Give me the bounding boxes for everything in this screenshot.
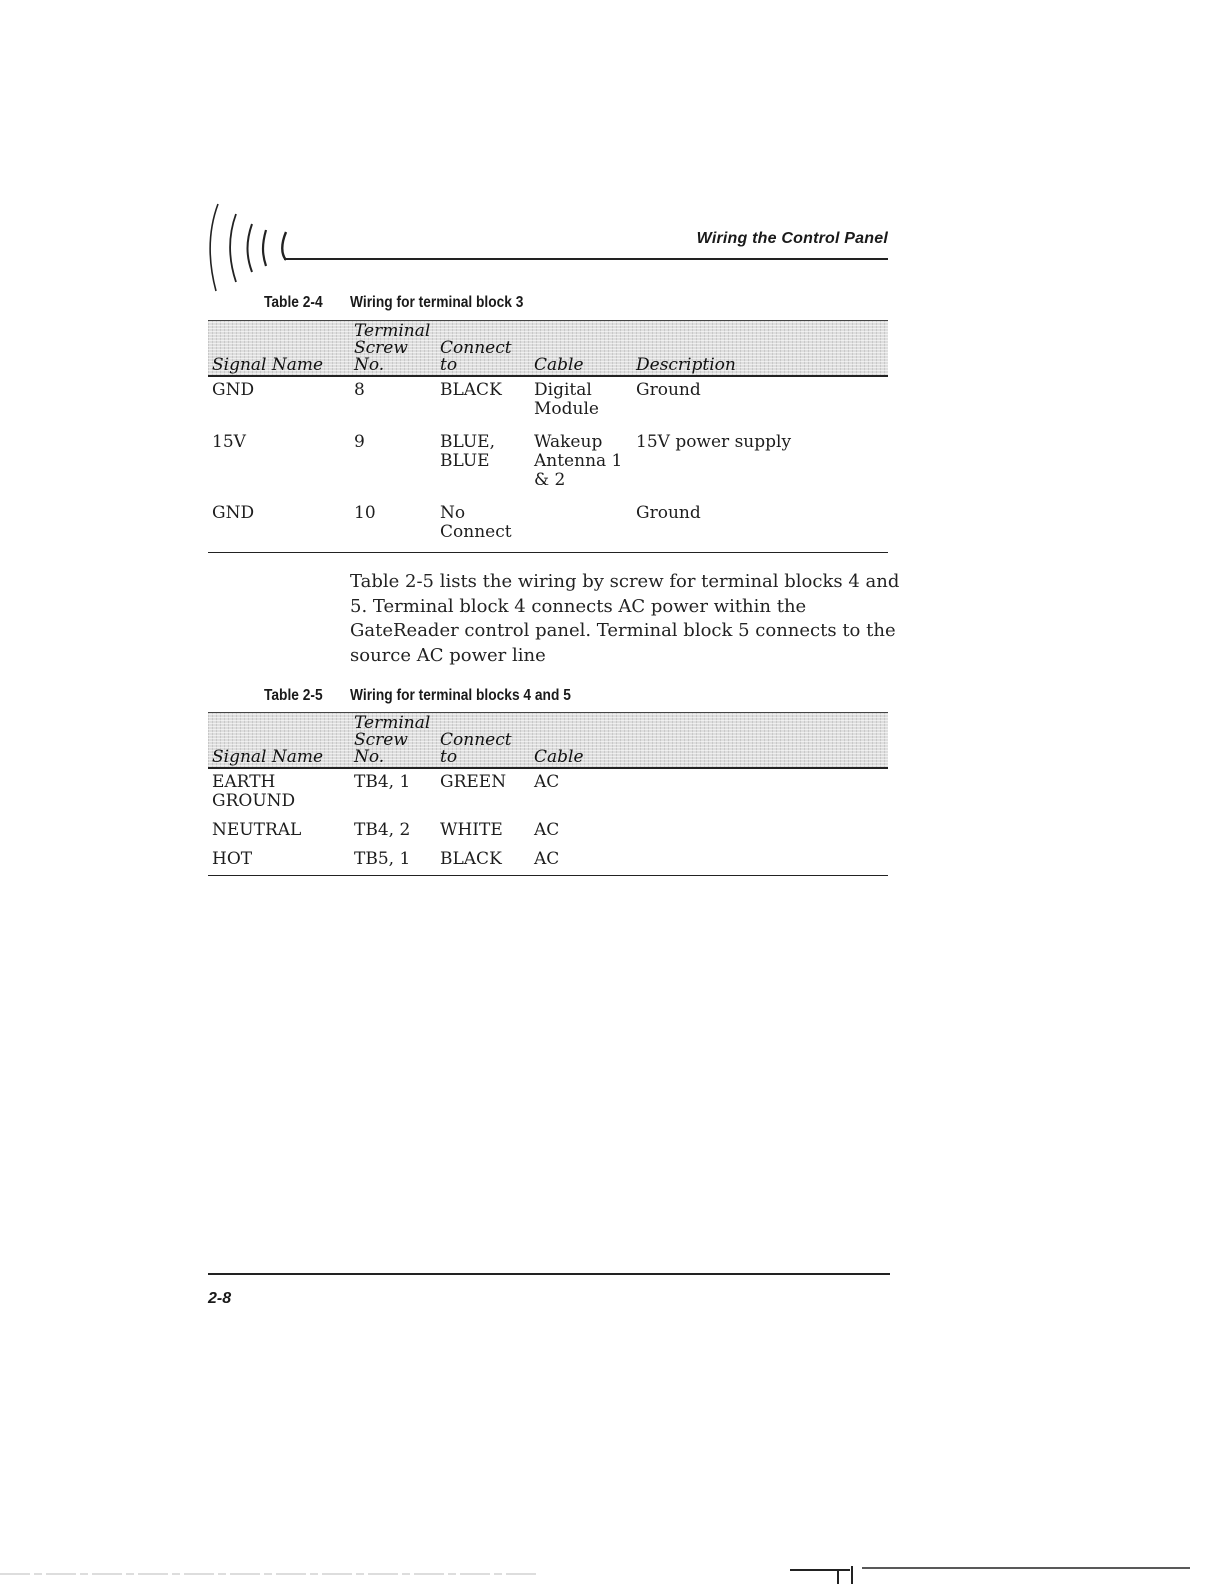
column-header: Signal Name (208, 713, 350, 769)
table-cell: Ground (632, 500, 888, 553)
table-cell: HOT (208, 846, 350, 876)
table-cell: Digital Module (534, 380, 599, 419)
table-cell: NEUTRAL (212, 820, 302, 840)
table-cell: AC (530, 846, 632, 876)
table-cell: AC (534, 820, 560, 840)
body-paragraph: Table 2-5 lists the wiring by screw for terminal blocks 4 and 5. Terminal block 4 connects AC power within the GateReader control panel. Terminal block 5 connects to the source AC power line (350, 571, 900, 666)
table-cell: WHITE (440, 820, 503, 840)
column-header: Description (632, 321, 888, 377)
table-cell: BLACK (440, 380, 502, 400)
header-rule (284, 258, 888, 260)
table-cell: No Connect (436, 500, 530, 553)
footer-rule (208, 1273, 890, 1275)
table-cell: 9 (354, 432, 365, 452)
column-header: Connect to (436, 713, 530, 769)
section-title: Wiring the Control Panel (696, 230, 888, 247)
table-header-row (208, 321, 888, 377)
table-cell (632, 817, 888, 846)
table-number: Table 2-5 (264, 687, 323, 704)
table-cell: 15V (212, 432, 246, 452)
table-row (208, 500, 888, 553)
column-header: Cable (530, 321, 632, 377)
table-caption (264, 294, 523, 312)
table-cell: GREEN (440, 772, 507, 792)
table-number: Table 2-4 (264, 294, 323, 311)
table-row (208, 817, 888, 846)
wiring-table-terminal-block-3 (208, 320, 888, 553)
table-row (208, 376, 888, 429)
table-cell: 8 (354, 380, 365, 400)
table-caption (264, 687, 571, 705)
wiring-table-terminal-blocks-4-5 (208, 712, 888, 876)
brand-logo-icon (206, 196, 296, 296)
table-cell: TB4, 1 (354, 772, 411, 792)
column-header: Signal Name (208, 321, 350, 377)
table-cell: GND (212, 380, 255, 400)
column-header: Cable (530, 713, 632, 769)
table-cell: BLACK (436, 846, 530, 876)
column-header: Connect to (436, 321, 530, 377)
table-cell (632, 846, 888, 876)
table-title: Wiring for terminal block 3 (350, 294, 524, 311)
table-cell: TB5, 1 (350, 846, 436, 876)
table-row (208, 768, 888, 817)
column-header (632, 713, 888, 769)
table-cell: BLUE, BLUE (440, 432, 495, 471)
column-header: Terminal Screw No. (350, 321, 436, 377)
table-cell: TB4, 2 (354, 820, 411, 840)
table-cell: 10 (350, 500, 436, 553)
table-row (208, 429, 888, 500)
table-cell: EARTH GROUND (212, 772, 296, 811)
table-cell: 15V power supply (636, 432, 792, 452)
table-cell: AC (534, 772, 560, 792)
column-header: Terminal Screw No. (350, 713, 436, 769)
table-cell (632, 768, 888, 817)
table-row (208, 846, 888, 876)
table-title: Wiring for terminal blocks 4 and 5 (350, 687, 571, 704)
table-cell: GND (208, 500, 350, 553)
table-cell: Wakeup Antenna 1 & 2 (534, 432, 623, 490)
table-cell (530, 500, 632, 553)
scan-edge-marks (0, 1552, 1224, 1584)
page-number: 2-8 (208, 1290, 232, 1307)
table-header-row (208, 713, 888, 769)
table-cell: Ground (636, 380, 701, 400)
